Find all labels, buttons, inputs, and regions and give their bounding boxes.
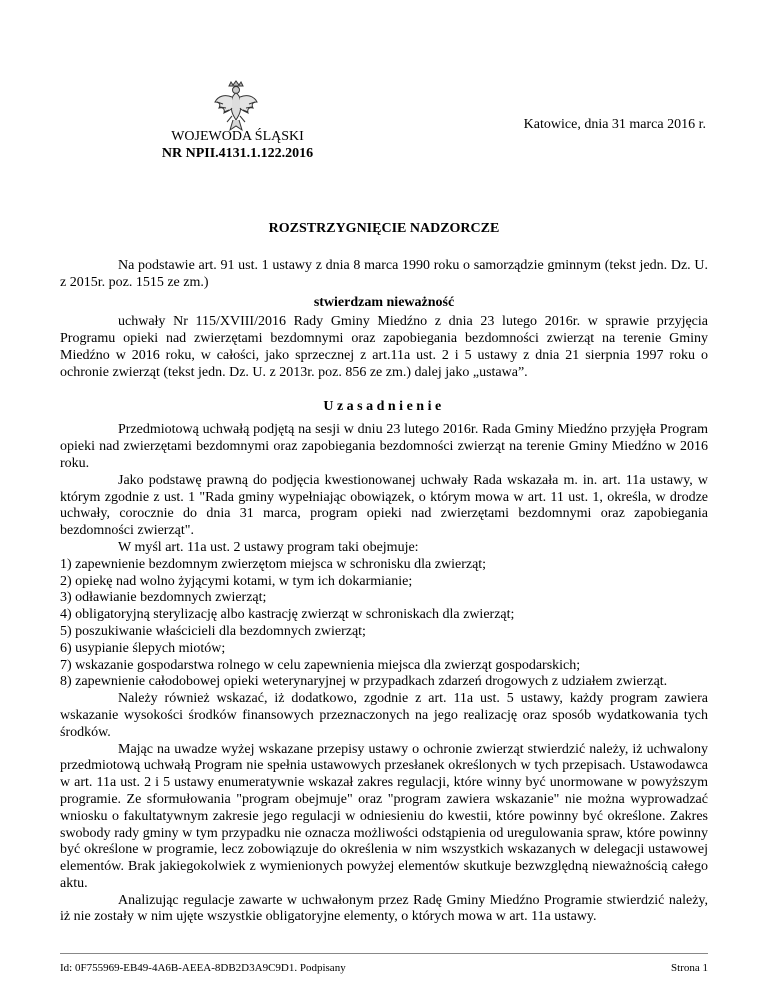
list-item: 4) obligatoryjną sterylizację albo kastrację zwierząt w schroniskach dla zwierząt;	[60, 607, 515, 623]
document-title: ROZSTRZYGNIĘCIE NADZORCZE	[268, 221, 500, 236]
resolution-paragraph: uchwały Nr 115/XVIII/2016 Rady Gminy Miedźno z dnia 23 lutego 2016r. w sprawie przyjęcia Programu opieki nad zwierzętami bezdomnymi oraz zapobiegania bezdomności zwierząt na terenie Gminy Miedźno w 2016 roku, w całości, jako sprzecznej z art.11a ust. 2 i 5 ustawy z dnia 21 sierpnia 1997 roku o ochronie zwierząt (tekst jedn. Dz. U. z 2013r. poz. 856 ze zm.) dalej jako „ustawa”.	[60, 314, 708, 380]
decision-heading: stwierdzam nieważność	[313, 294, 455, 310]
page-number: Strona 1	[671, 962, 708, 974]
place-date: Katowice, dnia 31 marca 2016 r.	[523, 117, 706, 132]
case-number: NR NPII.4131.1.122.2016	[161, 146, 314, 161]
list-item: 8) zapewnienie całodobowej opieki weterynaryjnej w przypadkach zdarzeń drogowych z udziałem zwierząt.	[60, 674, 668, 690]
paragraph-4: Należy również wskazać, iż dodatkowo, zgodnie z art. 11a ust. 5 ustawy, każdy program zawiera wskazanie wysokości środków finansowych przeznaczonych na jego realizację oraz sposób wydatkowania tych środków.	[60, 691, 708, 740]
justification-heading: Uzasadnienie	[323, 398, 445, 414]
paragraph-2: Jako podstawę prawną do podjęcia kwestionowanej uchwały Rada wskazała m. in. art. 11a ustawy, w którym zgodnie z ust. 1 "Rada gminy wypełniając obowiązek, o którym mowa w art. 11 ust. 1, określa, w drodze uchwały, corocznie do dnia 31 marca, program opieki nad zwierzętami bezdomnymi oraz zapobiegania bezdomności zwierząt".	[60, 472, 708, 539]
issuer-name: WOJEWODA ŚLĄSKI	[171, 129, 304, 144]
list-item: 6) usypianie ślepych miotów;	[60, 640, 226, 656]
list-item: 3) odławianie bezdomnych zwierząt;	[60, 590, 267, 606]
issuer-block	[150, 128, 325, 162]
paragraph-1: Przedmiotową uchwałą podjętą na sesji w dniu 23 lutego 2016r. Rada Gminy Miedźno przyjęła Program opieki nad zwierzętami bezdomnymi oraz zapobiegania bezdomności zwierząt na terenie Gminy Miedźno w 2016 roku.	[60, 422, 708, 471]
footer-divider	[60, 953, 708, 954]
list-item: 7) wskazanie gospodarstwa rolnego w celu zapewnienia miejsca dla zwierząt gospodarskich;	[60, 657, 581, 673]
polish-eagle-emblem-icon	[213, 80, 259, 134]
paragraph-3: W myśl art. 11a ust. 2 ustawy program taki obejmuje:	[118, 539, 419, 555]
paragraph-5: Mając na uwadze wyżej wskazane przepisy ustawy o ochronie zwierząt stwierdzić należy, iż uchwalony przedmiotową uchwałą Program nie spełnia ustawowych przesłanek określonych w tych przepisach. Ustawodawca w art. 11a ust. 2 i 5 ustawy enumeratywnie wskazał zakres regulacji, które winny być unormowane w powyższym programie. Ze sformułowania "program obejmuje" oraz "program zawiera wskazanie" nie można wyprowadzać wniosku o fakultatywnym zakresie jego regulacji w odniesieniu do kwestii, które powinny być określone. Zakres swobody rady gminy w tym przypadku nie oznacza możliwości odstąpienia od uregulowania spraw, które powinny być określone w programie, lecz zobowiązuje do określenia w nim wszystkich wskazanych w delegacji ustawowej elementów. Brak jakiegokolwiek z wymienionych powyżej elementów skutkuje bezwzględną nieważnością całego aktu.	[60, 741, 708, 891]
list-item: 2) opiekę nad wolno żyjącymi kotami, w tym ich dokarmianie;	[60, 573, 413, 589]
paragraph-6: Analizując regulacje zawarte w uchwałonym przez Radę Gminy Miedźno Programie stwierdzić należy, iż nie zostały w nim ujęte wszystkie obligatoryjne elementy, o których mowa w art. 11a ustawy.	[60, 892, 708, 925]
document-id: Id: 0F755969-EB49-4A6B-AEEA-8DB2D3A9C9D1. Podpisany	[60, 962, 346, 974]
intro-paragraph: Na podstawie art. 91 ust. 1 ustawy z dnia 8 marca 1990 roku o samorządzie gminnym (tekst jedn. Dz. U. z 2015r. poz. 1515 ze zm.)	[60, 258, 708, 290]
document-body	[60, 258, 708, 926]
list-item: 1) zapewnienie bezdomnym zwierzętom miejsca w schronisku dla zwierząt;	[60, 556, 487, 572]
program-requirements-list	[60, 557, 708, 691]
list-item: 5) poszukiwanie właścicieli dla bezdomnych zwierząt;	[60, 623, 366, 639]
